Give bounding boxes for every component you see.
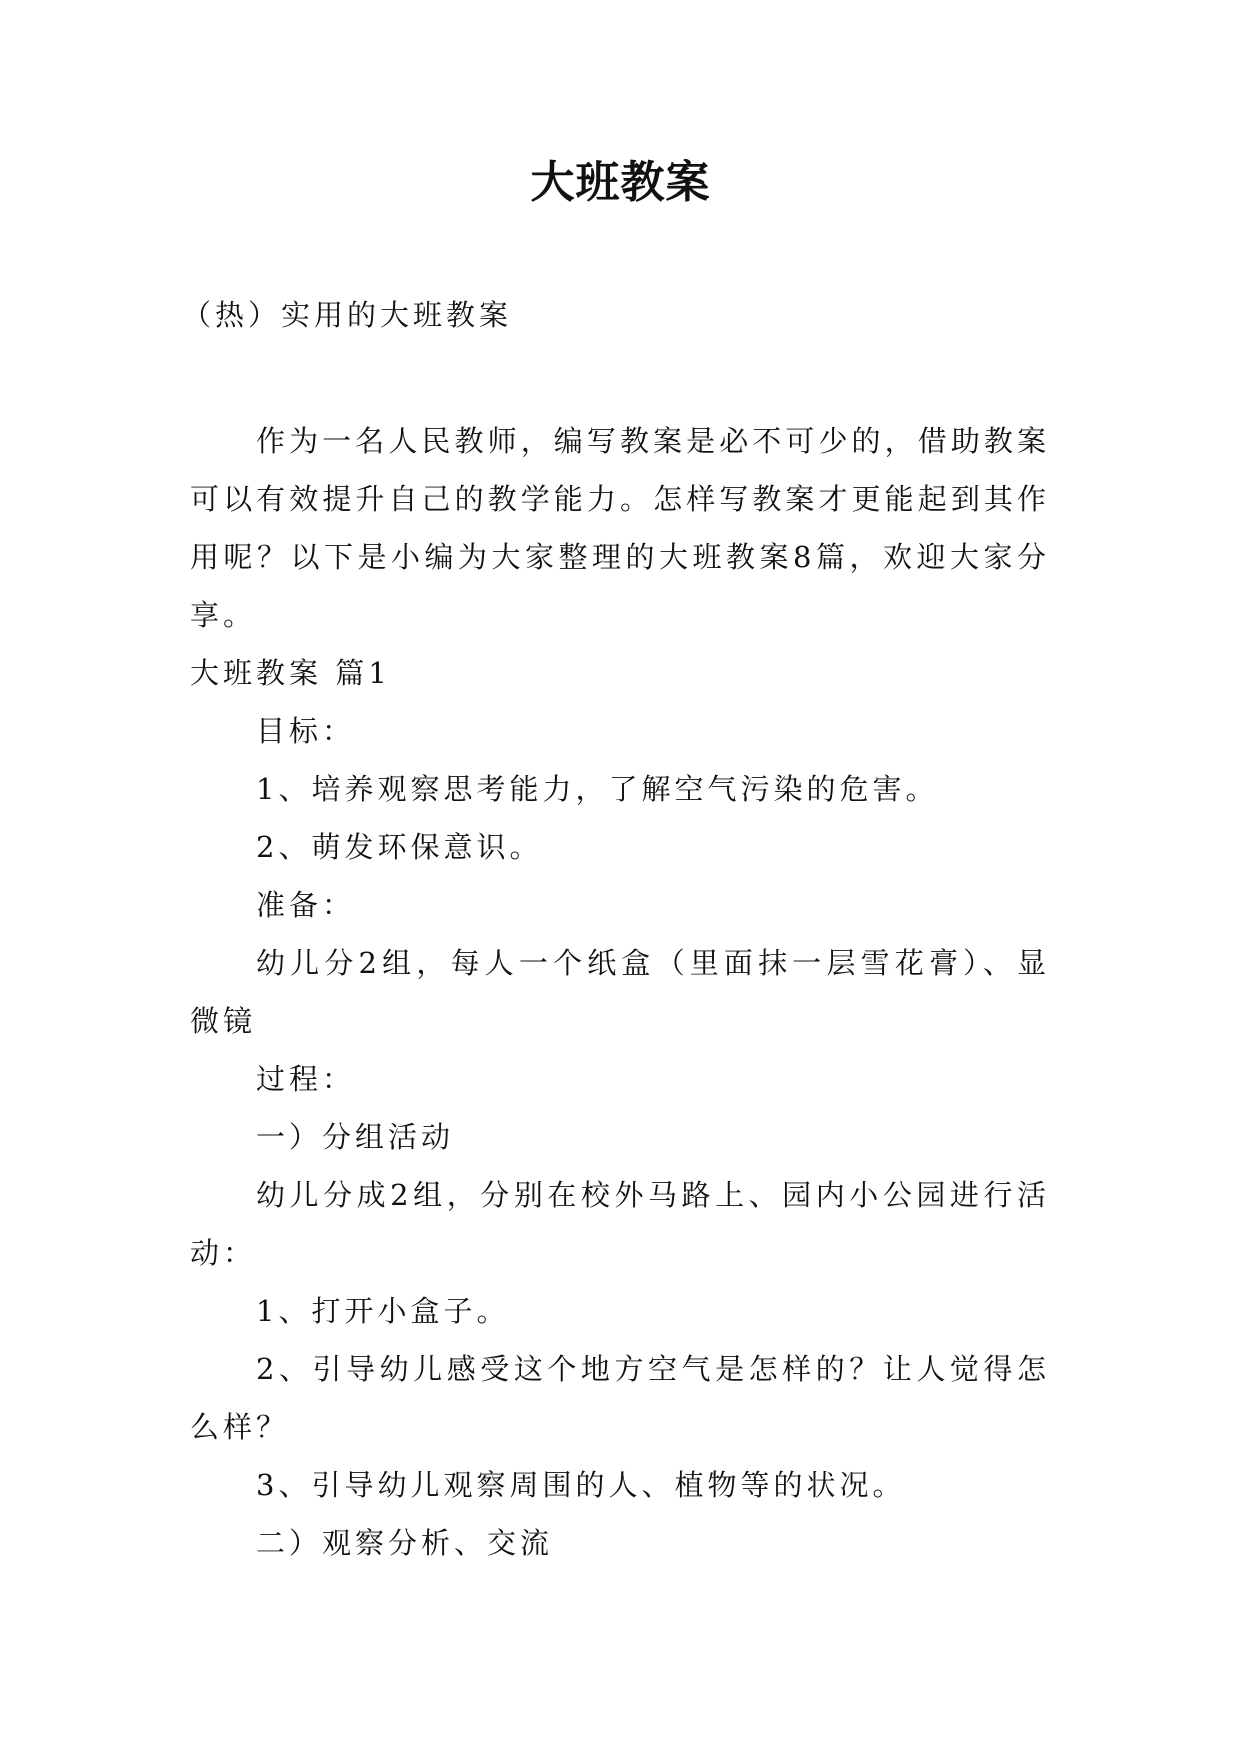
- goal-item: 2、萌发环保意识。: [256, 830, 543, 864]
- document-body: [190, 412, 1050, 1572]
- document-subtitle: （热）实用的大班教案: [182, 298, 513, 332]
- process-item: 1、打开小盒子。: [256, 1294, 510, 1328]
- process-paragraph: 幼儿分成2组，分别在校外马路上、园内小公园进行活动：: [190, 1178, 1050, 1270]
- document-title: 大班教案: [530, 157, 711, 208]
- preparation-paragraph: 幼儿分2组，每人一个纸盒（里面抹一层雪花膏）、显微镜: [190, 946, 1050, 1038]
- process-step-heading: 二）观察分析、交流: [256, 1526, 554, 1560]
- preparation-heading: 准备：: [256, 888, 356, 922]
- process-heading: 过程：: [256, 1062, 356, 1096]
- process-step-heading: 一）分组活动: [256, 1120, 455, 1154]
- section-heading: 大班教案 篇1: [190, 656, 391, 690]
- process-item: 2、引导幼儿感受这个地方空气是怎样的？让人觉得怎么样？: [190, 1352, 1050, 1444]
- process-item: 3、引导幼儿观察周围的人、植物等的状况。: [256, 1468, 906, 1502]
- intro-paragraph: 作为一名人民教师，编写教案是必不可少的，借助教案可以有效提升自己的教学能力。怎样写教案才更能起到其作用呢？以下是小编为大家整理的大班教案8篇，欢迎大家分享。: [190, 424, 1050, 632]
- goal-item: 1、培养观察思考能力，了解空气污染的危害。: [256, 772, 939, 806]
- goals-heading: 目标：: [256, 714, 356, 748]
